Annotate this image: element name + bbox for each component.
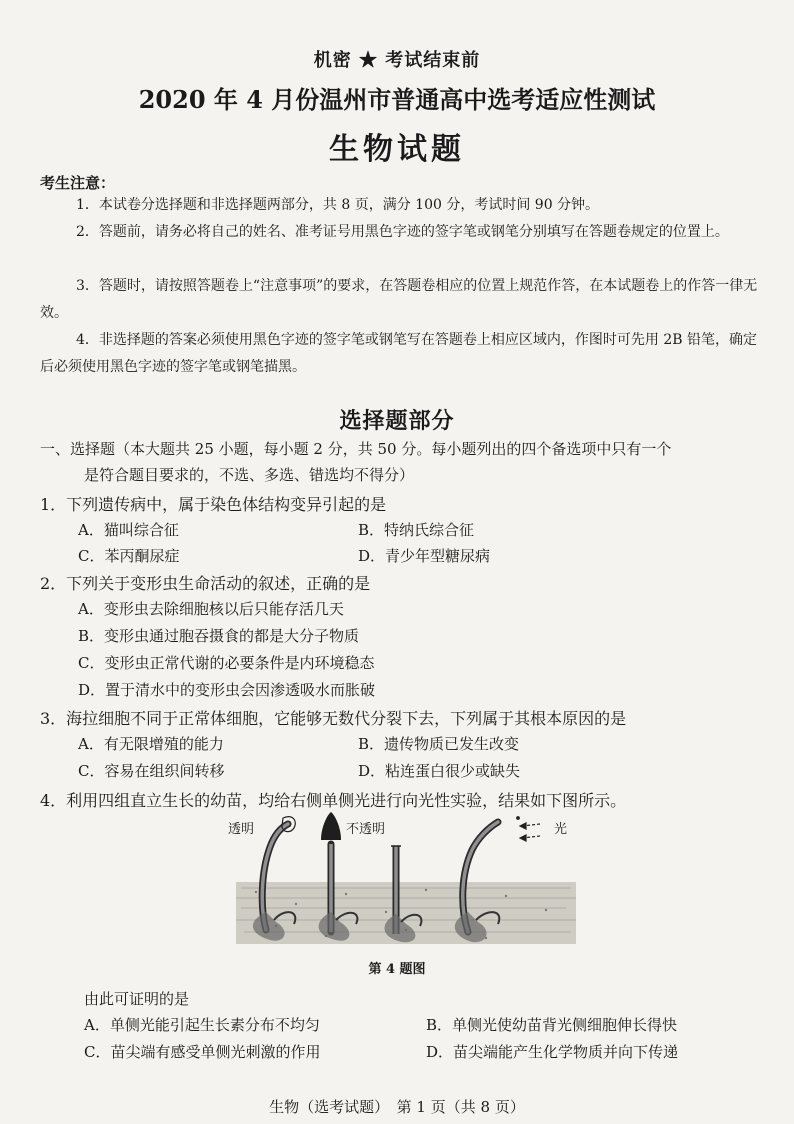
option-b: B．特纳氏综合征: [358, 521, 475, 539]
option-d: D．粘连蛋白很少或缺失: [358, 762, 521, 780]
option-d: D．置于清水中的变形虫会因渗透吸水而胀破: [78, 681, 376, 699]
exam-title: 2020 年 4 月份温州市普通高中选考适应性测试: [138, 85, 656, 114]
notice-title: 考生注意：: [40, 174, 116, 192]
notice-item: 3．答题时，请按照答题卷上“注意事项”的要求，在答题卷相应的位置上规范作答，在本试题卷上的作答一律无效。: [40, 278, 758, 321]
option-a: A．单侧光能引起生长素分布不均匀: [84, 1016, 320, 1034]
option-a: A．猫叫综合征: [78, 521, 179, 539]
option-b: B．变形虫通过胞吞摄食的都是大分子物质: [78, 627, 360, 645]
option-b: B．单侧光使幼苗背光侧细胞伸长得快: [426, 1016, 678, 1034]
option-c: C．变形虫正常代谢的必要条件是内环境稳态: [78, 654, 375, 672]
option-d: D．苗尖端能产生化学物质并向下传递: [426, 1043, 679, 1061]
option-b: B．遗传物质已发生改变: [358, 735, 520, 753]
notice-item: 4．非选择题的答案必须使用黑色字迹的签字笔或钢笔写在答题卷上相应区域内，作图时可先用 2B 铅笔，确定后必须使用黑色字迹的签字笔或钢笔描黑。: [40, 332, 758, 375]
question-stem: 1．下列遗传病中，属于染色体结构变异引起的是: [40, 495, 387, 514]
figure-caption: 第 4 题图: [368, 962, 426, 977]
question-stem: 4．利用四组直立生长的幼苗，均给右侧单侧光进行向光性实验，结果如下图所示。: [40, 791, 627, 810]
label-transparent: 透明: [228, 822, 255, 837]
section-heading-line1: 一、选择题（本大题共 25 小题，每小题 2 分，共 50 分。每小题列出的四个备选项中只有一个: [40, 440, 672, 458]
option-c: C．容易在组织间转移: [78, 762, 225, 780]
seedlings-illustration: [236, 812, 576, 944]
question-stem: 3．海拉细胞不同于正常体细胞，它能够无数代分裂下去，下列属于其根本原因的是: [40, 709, 627, 728]
label-light: 光: [554, 822, 568, 837]
question-lead: 由此可证明的是: [84, 990, 190, 1008]
notice-item: 2．答题前，请务必将自己的姓名、准考证号用黑色字迹的签字笔或钢笔分别填写在答题卷规定的位置上。: [76, 224, 729, 240]
option-d: D．青少年型糖尿病: [358, 547, 491, 565]
page-footer: 生物（选考试题） 第 1 页（共 8 页）: [269, 1098, 525, 1116]
label-opaque: 不透明: [346, 822, 386, 837]
section-title: 选择题部分: [339, 408, 455, 434]
light-arrows: [517, 817, 540, 841]
option-c: C．苗尖端有感受单侧光刺激的作用: [84, 1043, 321, 1061]
confidential-label: 机密 ★ 考试结束前: [313, 50, 481, 71]
notice-item: 1．本试卷分选择题和非选择题两部分，共 8 页，满分 100 分，考试时间 90 分钟。: [76, 197, 600, 213]
subject-title: 生物试题: [329, 132, 465, 167]
option-a: A．有无限增殖的能力: [78, 735, 224, 753]
section-heading-line2: 是符合题目要求的，不选、多选、错选均不得分）: [84, 466, 415, 484]
opaque-cap: [321, 812, 341, 840]
option-a: A．变形虫去除细胞核以后只能存活几天: [78, 600, 344, 618]
phototropism-figure: [228, 812, 576, 944]
option-c: C．苯丙酮尿症: [78, 547, 180, 565]
question-stem: 2．下列关于变形虫生命活动的叙述，正确的是: [40, 574, 371, 593]
